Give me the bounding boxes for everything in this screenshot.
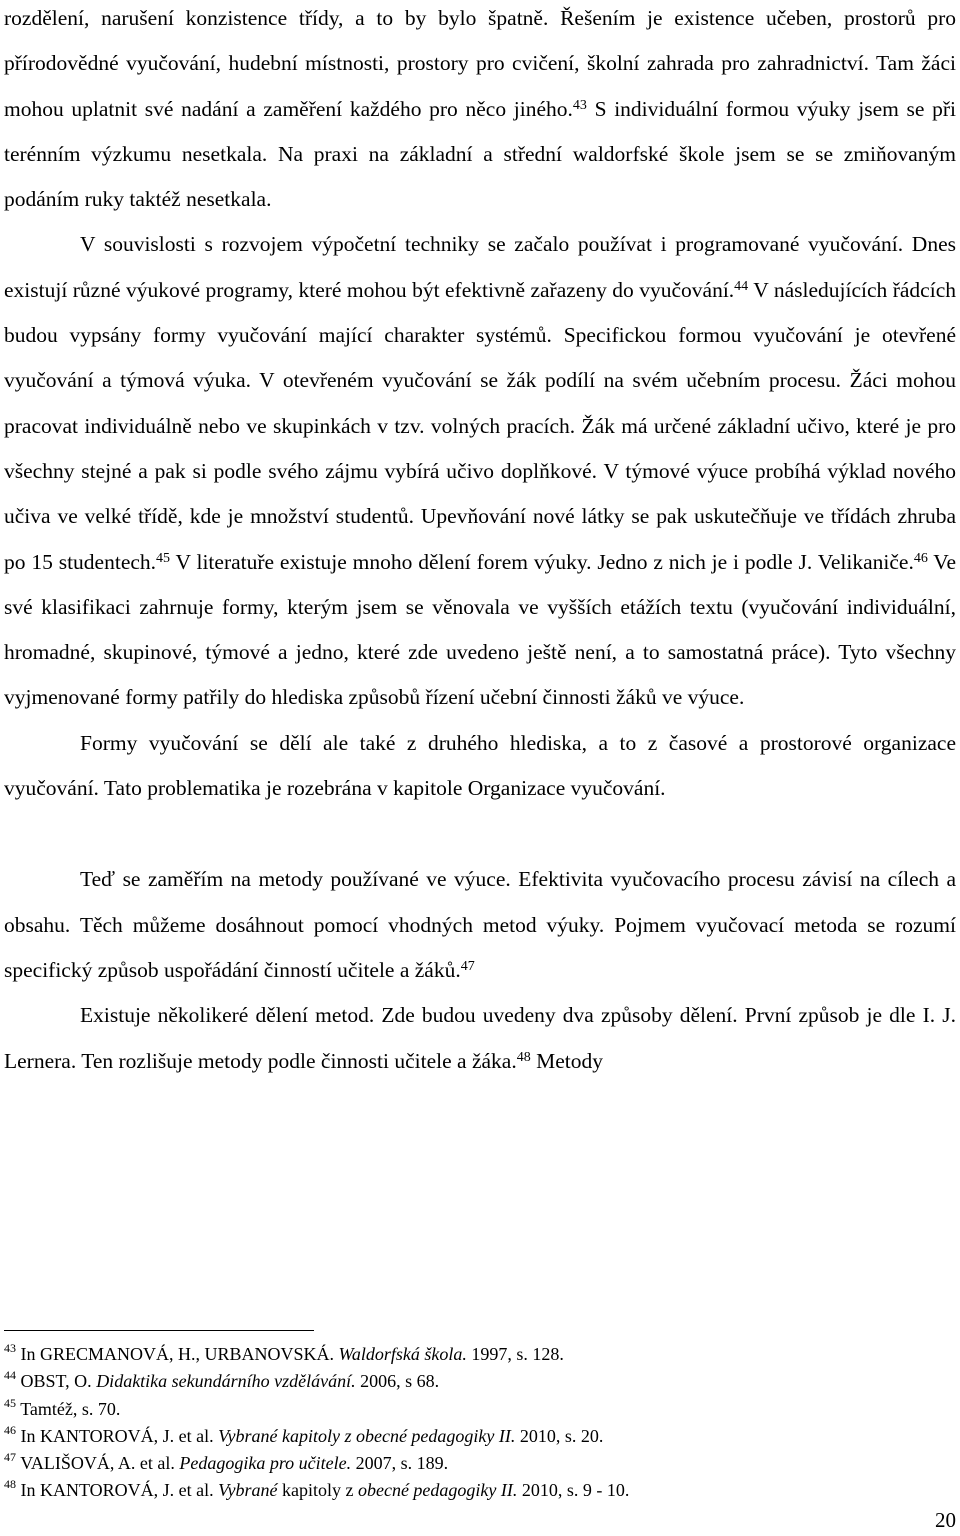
page-number: 20 [935, 1508, 956, 1532]
paragraph-1 [4, 0, 956, 222]
footnotes [4, 1341, 944, 1505]
footnote-46: $^{46}$ In KANTOROVÁ, J. et al. Vybrané kapitoly z obecné pedagogiky II. 2010, s. 20. [4, 1422, 604, 1446]
text: V literatuře existuje mnoho dělení forem výuky. Jedno z nich je i podle J. Velikaniče. [170, 549, 914, 574]
text: S individuální formou výuky jsem se při terénním výzkumu nesetkala. Na praxi na základní a střední waldorfské škole jsem se se zmiňovaným podáním ruky taktéž nesetkala. [4, 96, 956, 212]
paragraph-4 [4, 857, 956, 993]
footnote-48: $^{48}$ In KANTOROVÁ, J. et al. Vybrané kapitoly z obecné pedagogiky II. 2010, s. 9 - 10. [4, 1477, 630, 1501]
text: Metody [530, 1048, 603, 1073]
footnote-ref-44[interactable]: 44 [734, 278, 749, 294]
text: Existuje několikeré dělení metod. Zde budou uvedeny dva způsoby dělení. První způsob je dle I. J. Lernera. Ten rozlišuje metody podle činnosti učitele a žáka. [4, 1003, 956, 1073]
text: Teď se zaměřím na metody používané ve výuce. Efektivita vyučovacího procesu závisí na cílech a obsahu. Těch můžeme dosáhnout pomocí vhodných metod výuky. Pojmem vyučovací metoda se rozumí specifický způsob uspořádání činností učitele a žáků. [4, 867, 956, 982]
footnote-ref-45[interactable]: 45 [156, 550, 171, 566]
body-text [4, 0, 956, 1084]
footnote-43: $^{43}$ In GRECMANOVÁ, H., URBANOVSKÁ. Waldorfská škola. 1997, s. 128. [4, 1341, 564, 1364]
footnote-ref-43[interactable]: 43 [572, 97, 587, 113]
footnote-separator [4, 1330, 314, 1331]
paragraph-5 [4, 993, 956, 1084]
footnote-44: $^{44}$ OBST, O. Didaktika sekundárního vzdělávání. 2006, s 68. [4, 1368, 440, 1392]
footnote-ref-48[interactable]: 48 [516, 1049, 531, 1065]
text: Ve své klasifikaci zahrnuje formy, kterým jsem se věnovala ve vyšších etážích textu (vyučování individuální, hromadné, skupinové, týmové a jedno, které zde uvedeno ještě není, a to samostatná práce). Tyto všechny vyjmenované formy patřily do hlediska způsobů řízení učební činnosti žáků ve výuce. [4, 549, 956, 710]
text: rozdělení, narušení konzistence třídy, a to by bylo špatně. Řešením je existence učeben, prostorů pro přírodovědné vyučování, hudební místnosti, prostory pro cvičení, školní zahrada pro zahradnictví. Tam žáci mohou uplatnit své nadání a zaměření každého pro něco jiného. [4, 6, 956, 121]
footnote-45: $^{45}$ Tamtéž, s. 70. [4, 1395, 121, 1419]
text: V následujících řádcích budou vypsány formy vyučování mající charakter systémů. Specifickou formou vyučování je otevřené vyučování a týmová výuka. V otevřeném vyučování se žák podílí na svém učebním procesu. Žáci mohou pracovat individuálně nebo ve skupinkách v tzv. volných pracích. Žák má určené základní učivo, které je pro všechny stejné a pak si podle svého zájmu vybírá učivo doplňkové. V týmové výuce probíhá výklad nového učiva ve velké třídě, kde je množství studentů. Upevňování nové látky se pak uskutečňuje ve třídách zhruba po 15 studentech. [4, 277, 956, 574]
footnote-47: $^{47}$ VALIŠOVÁ, A. et al. Pedagogika pro učitele. 2007, s. 189. [4, 1450, 449, 1474]
paragraph-2 [4, 222, 956, 720]
footnote-ref-46[interactable]: 46 [913, 550, 928, 566]
paragraph-3 [4, 721, 956, 812]
text: V souvislosti s rozvojem výpočetní techniky se začalo používat i programované vyučování. Dnes existují různé výukové programy, které mohou být efektivně zařazeny do vyučování. [4, 232, 956, 302]
footnote-ref-47[interactable]: 47 [460, 958, 475, 974]
text: Formy vyučování se dělí ale také z druhého hlediska, a to z časové a prostorové organizace vyučování. Tato problematika je rozebrána v kapitole Organizace vyučování. [4, 730, 956, 801]
